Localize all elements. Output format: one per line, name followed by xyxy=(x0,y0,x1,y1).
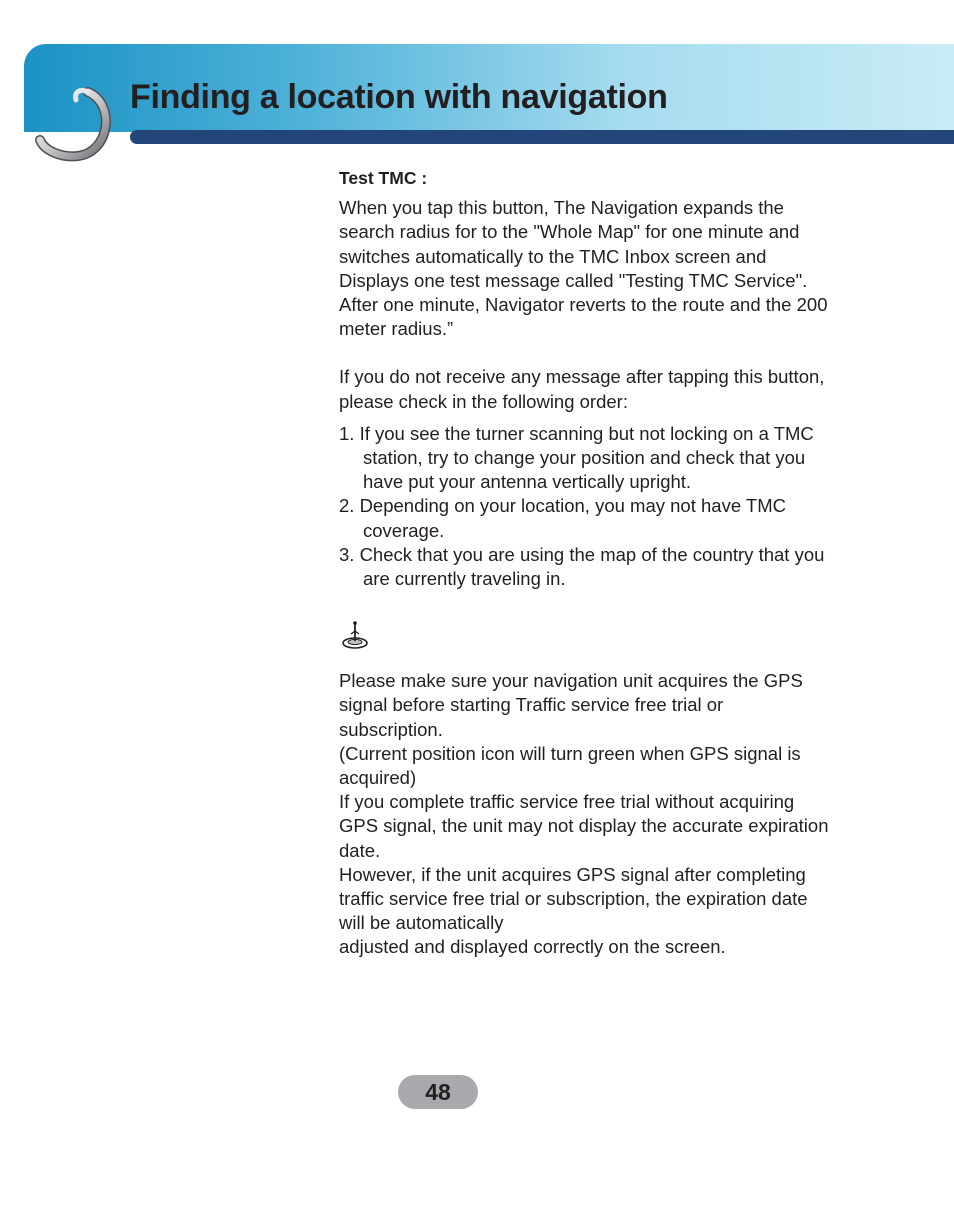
page-number-badge: 48 xyxy=(398,1075,478,1109)
section-heading: Test TMC : xyxy=(339,168,428,188)
note-line: adjusted and displayed correctly on the screen. xyxy=(339,936,726,958)
section-intro: When you tap this button, The Navigation expands the search radius for to the "Whole Map" for one minute and switches automatically to the TMC Inbox screen and Displays one test message called "Testing TMC Service". After one minute, Navigator reverts to the route and the 200 meter radius.” xyxy=(339,197,828,340)
list-item: 3. Check that you are using the map of the country that you are currently traveling in. xyxy=(339,543,825,590)
binder-ring-icon xyxy=(30,80,120,170)
section-instruction: If you do not receive any message after tapping this button, please check in the following order: xyxy=(339,366,825,412)
page-title: Finding a location with navigation xyxy=(130,78,668,116)
note-line: Please make sure your navigation unit acquires the GPS signal before starting Traffic service free trial or subscription. xyxy=(339,670,803,740)
troubleshooting-steps xyxy=(339,422,829,591)
note-pin-icon xyxy=(339,619,371,651)
main-content xyxy=(339,166,829,960)
header-rule xyxy=(130,130,954,144)
list-item: 2. Depending on your location, you may not have TMC coverage. xyxy=(339,495,786,541)
list-item: 1. If you see the turner scanning but not locking on a TMC station, try to change your position and check that you have put your antenna vertically upright. xyxy=(339,422,814,493)
note-line: However, if the unit acquires GPS signal after completing traffic service free trial or subscription, the expiration date will be automatically xyxy=(339,863,808,934)
note-block xyxy=(339,669,829,959)
note-line: If you complete traffic service free trial without acquiring GPS signal, the unit may not display the accurate expiration date. xyxy=(339,791,829,861)
note-line: (Current position icon will turn green when GPS signal is acquired) xyxy=(339,742,801,789)
